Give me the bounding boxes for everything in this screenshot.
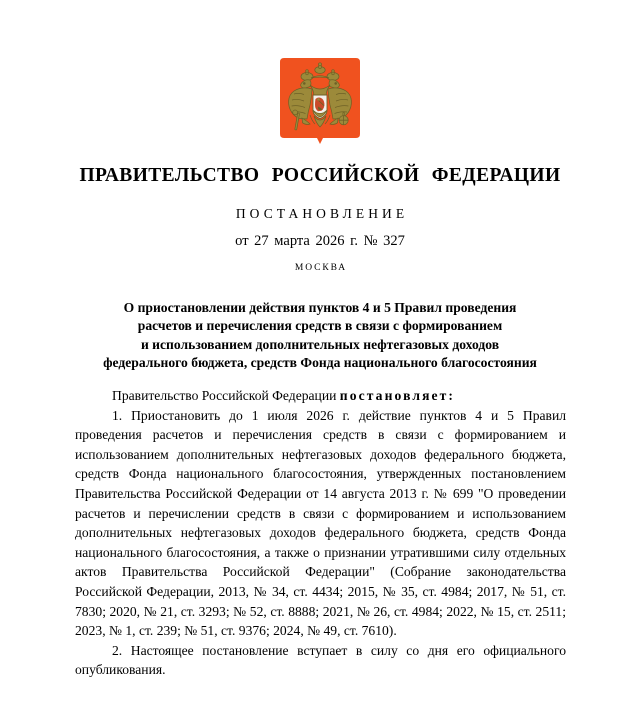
document-body	[75, 386, 566, 680]
clause-2-paragraph: 2. Настоящее постановление вступает в силу со дня его официального опубликования.	[75, 642, 566, 678]
clause-1-paragraph: 1. Приостановить до 1 июля 2026 г. действие пунктов 4 и 5 Правил проведения расчетов и перечисления средств в связи с формированием и использованием дополнительных нефтегазовых доходов федерального бюджета, средств Фонда национального благосостояния, утвержденных постановлением Правительства Российской Федерации от 14 августа 2013 г. № 699 "О проведении расчетов и перечислении средств в связи с формированием и использованием дополнительных нефтегазовых доходов федерального бюджета, средств Фонда национального благосостояния, а также о признании утратившими силу отдельных актов Правительства Российской Федерации" (Собрание законодательства Российской Федерации, 2013, № 34, ст. 4434; 2015, № 35, ст. 4984; 2017, № 51, ст. 7830; 2020, № 21, ст. 3293; № 52, ст. 8888; 2021, № 26, ст. 4984; 2022, № 15, ст. 2511; 2023, № 1, ст. 239; № 51, ст. 9376; 2024, № 49, ст. 7610).	[75, 407, 566, 639]
emblem-container	[0, 58, 640, 147]
subject-heading	[70, 299, 570, 373]
document-date-number: от 27 марта 2026 г. № 327	[235, 233, 405, 249]
coat-of-arms-icon	[280, 58, 360, 147]
document-kind: ПОСТАНОВЛЕНИЕ	[235, 206, 409, 221]
subject-heading-line: федерального бюджета, средств Фонда национального благосостояния	[103, 355, 537, 371]
government-title: ПРАВИТЕЛЬСТВО РОССИЙСКОЙ ФЕДЕРАЦИИ	[79, 165, 561, 186]
preamble-paragraph	[75, 386, 566, 406]
document-city: МОСКВА	[294, 263, 347, 273]
preamble-lead: Правительство Российской Федерации	[112, 388, 340, 403]
preamble-verb: постановляет:	[339, 388, 456, 403]
subject-heading-line: и использованием дополнительных нефтегазовых доходов	[140, 336, 500, 352]
subject-heading-line: О приостановлении действия пунктов 4 и 5 Правил проведения	[123, 300, 517, 315]
subject-heading-line: расчетов и перечисления средств в связи с формированием	[137, 318, 503, 334]
